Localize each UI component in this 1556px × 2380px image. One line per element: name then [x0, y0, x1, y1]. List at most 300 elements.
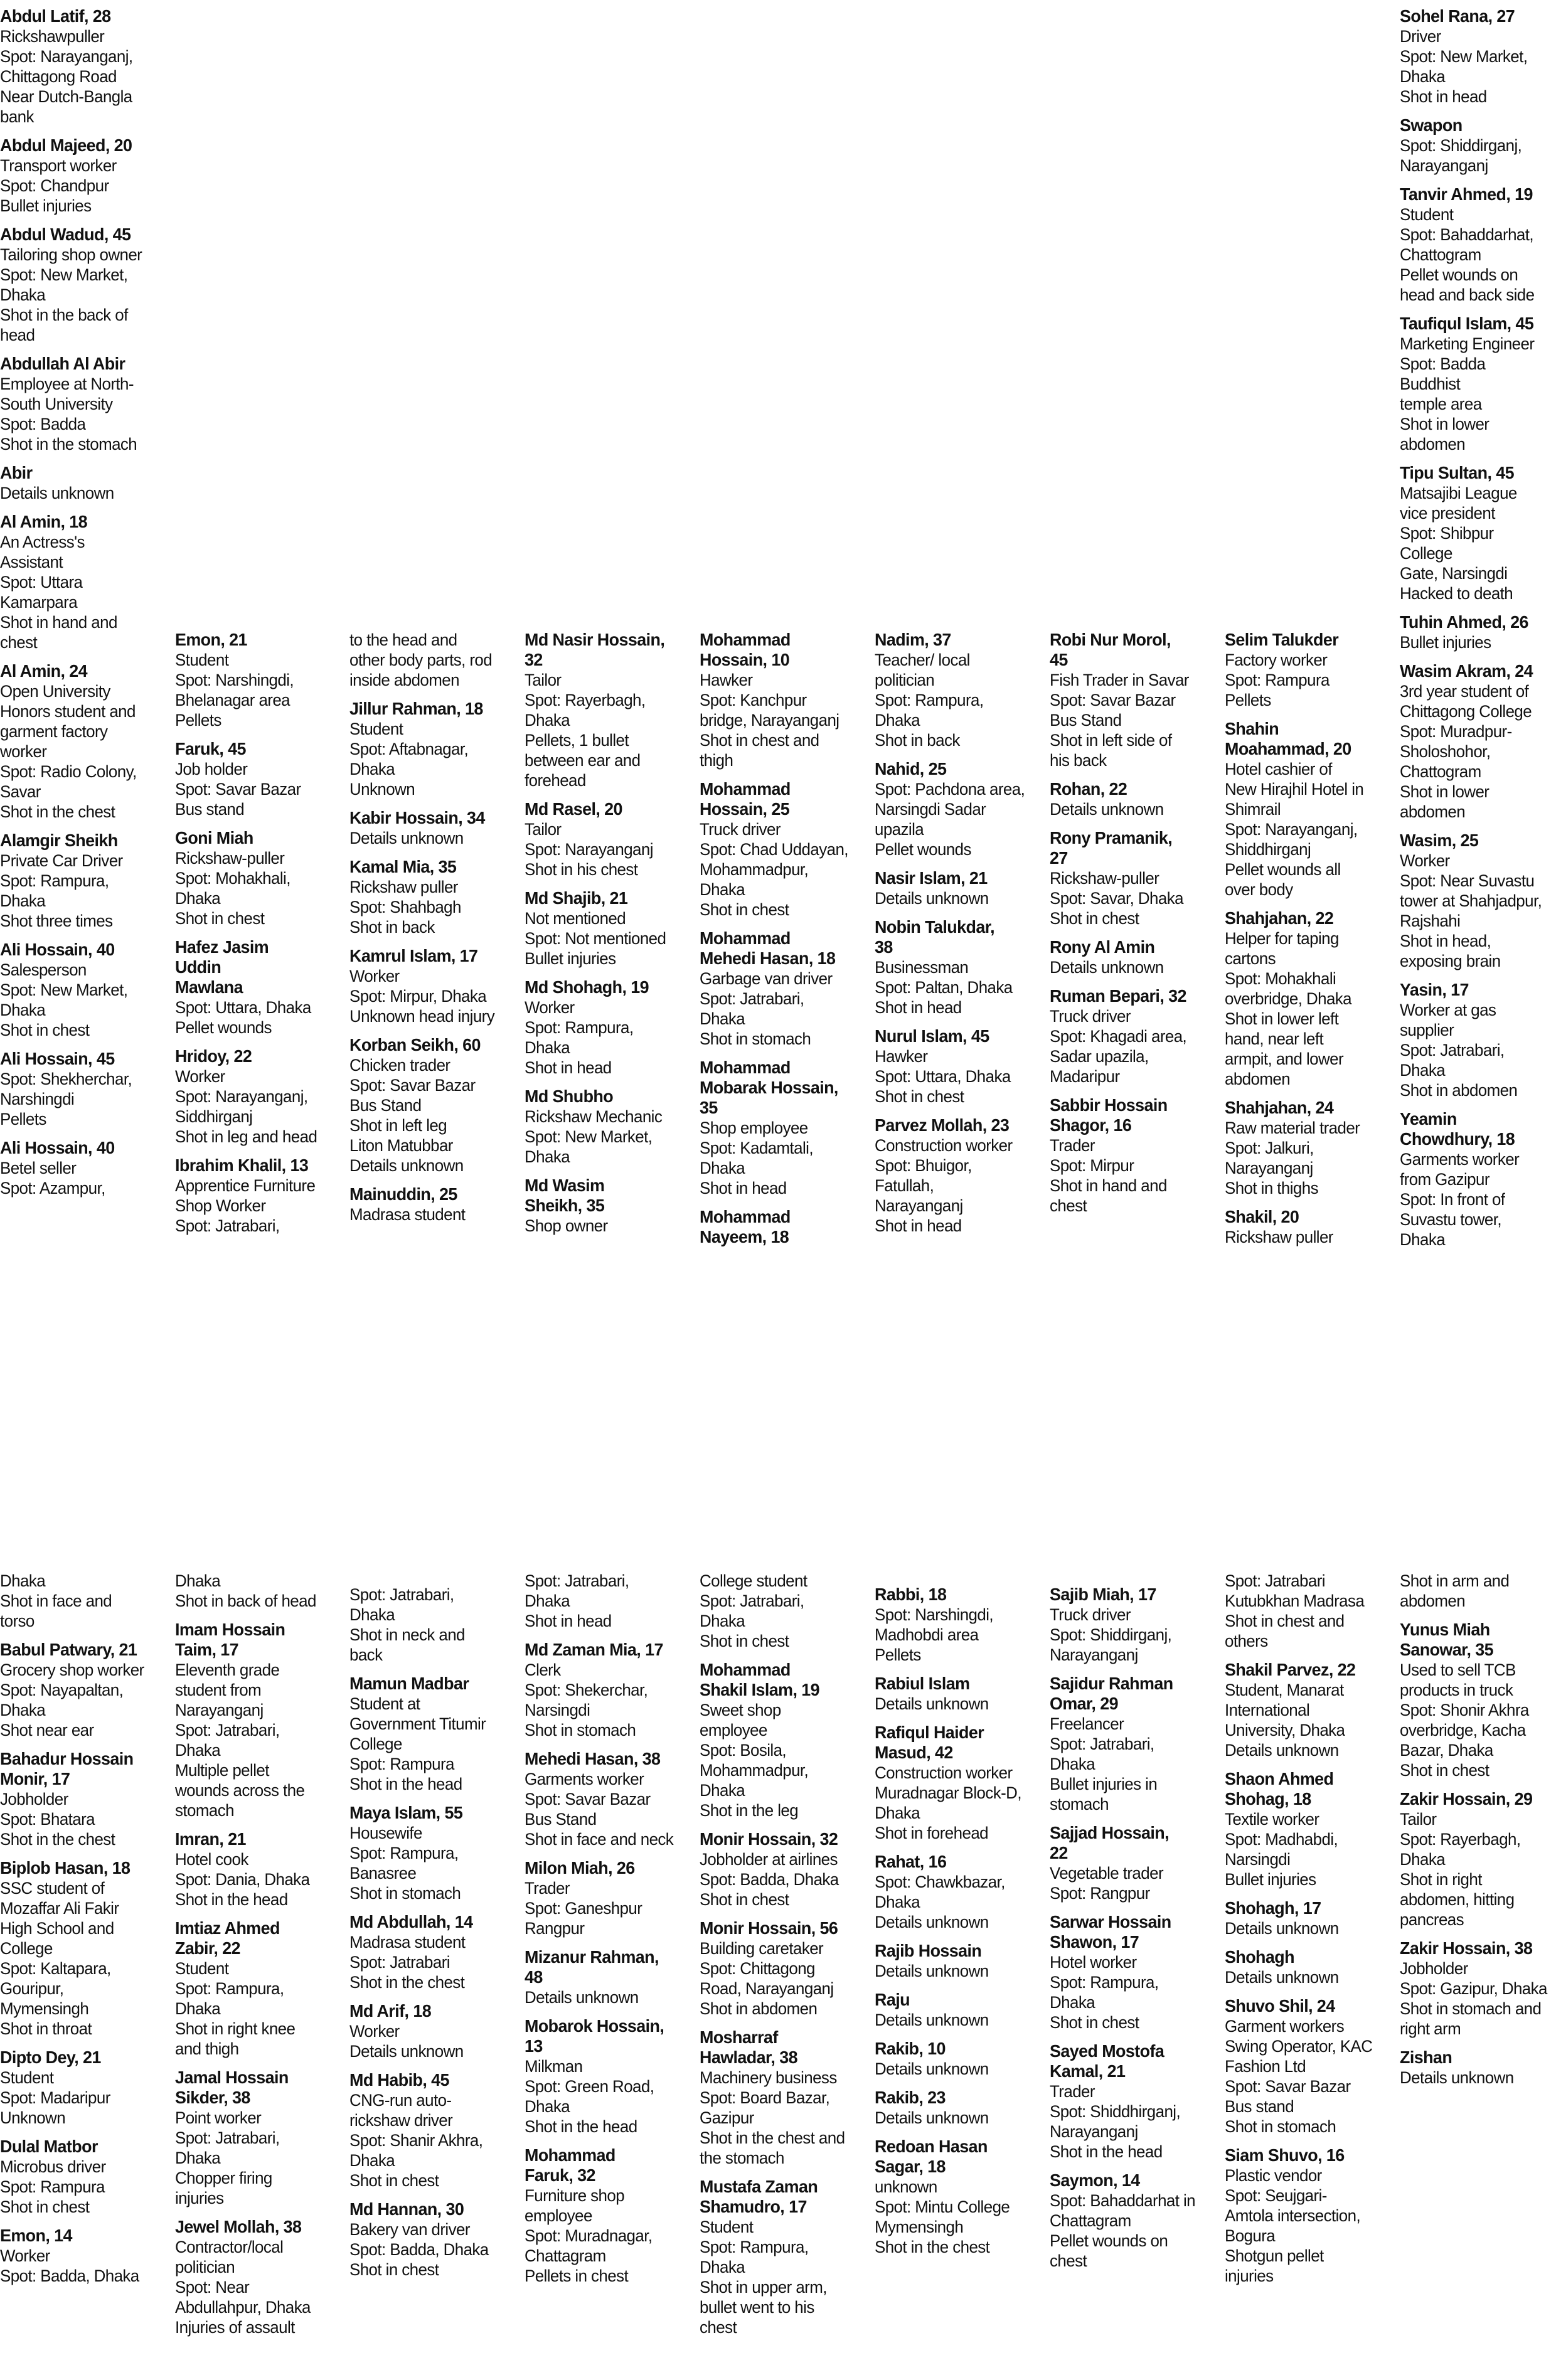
entry-detail: Spot: Narayanganj,	[0, 47, 133, 66]
entry-detail: Truck driver	[700, 820, 781, 839]
entry-detail: Grocery shop worker	[0, 1660, 144, 1679]
victim-name: Shuvo Shil, 24	[1225, 1996, 1335, 2016]
victim-entry	[175, 1046, 336, 1147]
entry-detail: Spot: Shiddirganj,	[1050, 1625, 1172, 1644]
victim-entry	[175, 1620, 336, 1820]
victim-name-line: Sanowar, 35	[1400, 1640, 1494, 1659]
victim-name: Ali Hossain, 45	[0, 1049, 115, 1068]
entry-detail: Building caretaker	[700, 1939, 824, 1958]
entry-detail: Narayanganj	[1050, 2122, 1138, 2141]
victim-entry	[525, 630, 686, 790]
victim-name: Wasim, 25	[1400, 831, 1479, 850]
entry-detail: Student	[175, 1959, 229, 1978]
continued-entry	[1225, 1571, 1386, 1651]
entry-detail: Tailor	[525, 820, 562, 839]
victim-name: Saymon, 14	[1050, 2170, 1140, 2190]
victim-name	[700, 2177, 861, 2217]
entry-detail: CNG-run auto-	[349, 2091, 452, 2110]
victim-entry	[1400, 6, 1550, 107]
victim-name	[1050, 1674, 1211, 1714]
entry-detail: Dhaka	[700, 1612, 745, 1630]
entry-detail: Jobholder	[0, 1790, 68, 1809]
victim-name: Shohagh	[1225, 1947, 1294, 1967]
entry-detail: Shot in the leg	[700, 1801, 799, 1820]
victim-name-line: Nobin Talukdar,	[875, 917, 994, 937]
entry-detail: Dhaka	[175, 1741, 221, 1760]
entry-detail: Dhaka	[1400, 67, 1446, 86]
entry-detail: International	[1225, 1701, 1310, 1719]
entry-detail: Pellets	[875, 1645, 921, 1664]
victim-name: Rony Al Amin	[1050, 937, 1155, 957]
entry-detail: Spot: Shonir Akhra	[1400, 1701, 1529, 1719]
entry-detail: overbridge, Dhaka	[1225, 989, 1352, 1008]
entry-detail: Shimrail	[1225, 800, 1281, 819]
victim-name	[1050, 1823, 1211, 1863]
entry-detail: Spot: Badda, Dhaka	[700, 1870, 839, 1889]
entry-detail: Dhaka	[349, 760, 395, 778]
entry-detail: Shot in chest	[175, 909, 265, 928]
victim-entry	[349, 946, 511, 1026]
entry-detail: Chattogram	[1400, 762, 1481, 781]
entry-detail: Government Titumir	[349, 1714, 486, 1733]
victim-name-line: Mawlana	[175, 977, 243, 997]
entry-detail: injuries	[1225, 2266, 1274, 2285]
entry-detail: Liton Matubbar	[349, 1136, 453, 1155]
entry-detail: Details unknown	[349, 2042, 464, 2061]
entry-detail: Spot: Jatrabari,	[700, 989, 804, 1008]
victim-name	[875, 917, 1036, 957]
entry-detail: Dhaka	[1400, 1850, 1446, 1869]
victim-name: Md Zaman Mia, 17	[525, 1640, 663, 1659]
bottom-column-8	[1225, 1571, 1386, 2286]
entry-detail: Honors student and	[0, 702, 136, 721]
victim-name: Nadim, 37	[875, 630, 951, 649]
entry-detail: Bus Stand	[1050, 711, 1122, 730]
victim-entry	[1225, 2145, 1386, 2286]
entry-detail: Spot: Jatrabari,	[175, 1216, 280, 1235]
victim-entry	[349, 699, 511, 799]
entry-detail: Trader	[525, 1879, 570, 1898]
bottom-column-9	[1400, 1571, 1550, 2088]
victim-name-line: Omar, 29	[1050, 1694, 1118, 1713]
victim-entry	[875, 1941, 1036, 1981]
victim-name	[1050, 1912, 1211, 1952]
victim-name-line: Mizanur Rahman,	[525, 1947, 659, 1967]
victim-name	[525, 630, 686, 670]
top-column-5	[700, 630, 861, 1247]
victim-entry	[175, 1829, 336, 1910]
victim-name: Dipto Dey, 21	[0, 2048, 101, 2067]
victim-entry	[1050, 2170, 1211, 2271]
victim-entry	[875, 1026, 1036, 1107]
entry-detail: Microbus driver	[0, 2157, 106, 2176]
top-column-8	[1225, 630, 1386, 1247]
victim-name-line: Jamal Hossain	[175, 2068, 289, 2087]
top-column-4	[525, 630, 686, 1236]
victim-entry	[1050, 630, 1211, 770]
entry-detail: Narsingdi	[1225, 1850, 1291, 1869]
victim-name-line: Mohammad	[700, 1660, 791, 1679]
continued-entry	[0, 1571, 161, 1631]
entry-detail: Spot: Aftabnagar,	[349, 740, 469, 758]
victim-entry	[0, 940, 161, 1040]
top-column-9	[1400, 6, 1550, 1250]
victim-name	[175, 2068, 336, 2108]
victim-entry	[700, 1918, 861, 2019]
entry-detail: University, Dhaka	[1225, 1721, 1345, 1740]
victim-entry	[1400, 115, 1550, 176]
victim-name	[525, 2145, 686, 2186]
entry-detail: Spot: Mirpur, Dhaka	[349, 987, 487, 1006]
victim-name	[1050, 2041, 1211, 2081]
entry-detail: Shot near ear	[0, 1721, 94, 1740]
victim-name: Zakir Hossain, 29	[1400, 1789, 1533, 1809]
entry-detail: Hotel cashier of	[1225, 760, 1332, 778]
entry-detail: Unknown head injury	[349, 1007, 495, 1026]
entry-detail: employee	[700, 1721, 767, 1740]
entry-detail: Road, Narayanganj	[700, 1979, 834, 1998]
entry-detail: Spot: Bahaddarhat in	[1050, 2191, 1196, 2210]
victim-entry	[1050, 937, 1211, 977]
victim-entry	[700, 779, 861, 920]
victim-entry	[1225, 908, 1386, 1089]
entry-detail: Shot in chest	[349, 2171, 439, 2190]
entry-detail: temple area	[1400, 395, 1482, 413]
entry-detail: Muradnagar Block-D,	[875, 1783, 1021, 1802]
victim-name	[175, 1620, 336, 1660]
entry-detail: Shot in upper arm,	[700, 2278, 827, 2297]
entry-detail: Hawker	[700, 671, 753, 689]
victim-name: Ali Hossain, 40	[0, 940, 115, 959]
victim-entry	[1225, 1660, 1386, 1760]
entry-detail: unknown	[875, 2177, 937, 2196]
victim-entry	[875, 630, 1036, 750]
entry-detail: Shot in abdomen	[700, 1999, 818, 2018]
victim-name: Tanvir Ahmed, 19	[1400, 184, 1533, 204]
victim-name-line: Imam Hossain	[175, 1620, 285, 1639]
victim-entry	[1400, 831, 1550, 971]
victim-name: Imran, 21	[175, 1829, 246, 1849]
entry-detail: Shot in the head	[525, 2117, 637, 2136]
entry-detail: Plastic vendor	[1225, 2166, 1322, 2185]
entry-detail: Spot: Shibpur College	[1400, 524, 1494, 563]
entry-detail: Details unknown	[875, 1962, 989, 1980]
victim-name-line: Yeamin	[1400, 1109, 1457, 1129]
entry-detail: High School and	[0, 1919, 114, 1938]
entry-detail: Narsingdi Sadar	[875, 800, 986, 819]
entry-detail: Details unknown	[349, 1156, 464, 1175]
entry-detail: Machinery business	[700, 2068, 837, 2087]
entry-detail: torso	[0, 1612, 35, 1630]
entry-detail: Hotel worker	[1050, 1953, 1137, 1972]
victim-entry	[525, 2016, 686, 2137]
victim-name-line: 13	[525, 2036, 543, 2056]
entry-detail: vice president	[1400, 504, 1495, 523]
entry-detail: Bogura	[1225, 2226, 1276, 2245]
entry-detail: stomach	[175, 1801, 234, 1820]
victim-entry	[349, 857, 511, 937]
entry-detail: Spot: Savar Bazar	[1050, 691, 1176, 709]
entry-detail: Spot: Bhuigor,	[875, 1156, 972, 1175]
victim-entry	[349, 1035, 511, 1176]
entry-detail: Shot in stomach	[349, 1884, 461, 1903]
victim-entry	[1050, 828, 1211, 928]
entry-detail: Shot in forehead	[875, 1824, 989, 1842]
victim-name: Tipu Sultan, 45	[1400, 463, 1515, 482]
entry-detail: Shot in lower	[1400, 782, 1489, 801]
top-column-1	[0, 6, 161, 1198]
victim-name: Abdullah Al Abir	[0, 354, 125, 373]
victim-name: Nurul Islam, 45	[875, 1026, 989, 1046]
entry-detail: exposing brain	[1400, 952, 1501, 970]
entry-detail: Spot: Bahaddarhat,	[1400, 225, 1534, 244]
entry-detail: Shop owner	[525, 1216, 608, 1235]
victim-entry	[1050, 1095, 1211, 1216]
entry-detail: Rangpur	[525, 1919, 585, 1938]
victim-name	[1225, 719, 1386, 759]
victim-name	[1050, 630, 1211, 670]
bottom-column-1	[0, 1571, 161, 2286]
entry-detail: Dhaka	[175, 1999, 221, 2018]
entry-detail: Bus Stand	[525, 1810, 597, 1829]
victim-name: Nasir Islam, 21	[875, 868, 988, 888]
victim-name: Zishan	[1400, 2048, 1452, 2067]
entry-detail: Businessman	[875, 958, 969, 977]
entry-detail: Teacher/ local	[875, 651, 970, 669]
victim-entry	[1225, 1898, 1386, 1938]
entry-detail: Details unknown	[1225, 1968, 1339, 1987]
entry-detail: Spot: Nayapaltan,	[0, 1681, 124, 1699]
entry-detail: Spot: Gazipur, Dhaka	[1400, 1979, 1547, 1998]
entry-detail: Contractor/local	[175, 2238, 284, 2256]
entry-detail: Details unknown	[875, 1694, 989, 1713]
entry-detail: Spot: Not mentioned	[525, 929, 666, 948]
victim-entry	[1050, 2041, 1211, 2162]
entry-detail: Driver	[1400, 27, 1441, 46]
victim-entry	[875, 2039, 1036, 2079]
entry-detail: Spot: In front of	[1400, 1190, 1505, 1209]
entry-detail: Narsingdi	[525, 1701, 590, 1719]
victim-entry	[0, 661, 161, 822]
entry-detail: Spot: Jatrabari,	[1400, 1041, 1505, 1060]
entry-detail: Dhaka	[349, 1605, 395, 1624]
victim-entry	[1050, 1585, 1211, 1665]
entry-detail: abdomen	[1225, 1070, 1291, 1088]
entry-detail: Shot in back	[349, 918, 435, 937]
entry-detail: Banasree	[349, 1864, 417, 1883]
victim-entry	[875, 2088, 1036, 2128]
entry-detail: Worker	[349, 967, 400, 985]
victim-name-line: Chowdhury, 18	[1400, 1129, 1515, 1149]
victim-entry	[0, 135, 161, 216]
entry-detail: Garment workers	[1225, 2017, 1345, 2036]
entry-detail: Dhaka	[1050, 1755, 1095, 1773]
victim-entry	[525, 977, 686, 1078]
victim-name: Parvez Mollah, 23	[875, 1115, 1010, 1135]
entry-detail: Shot in chest	[1050, 909, 1139, 928]
entry-detail: Rickshaw-puller	[1050, 869, 1159, 888]
entry-detail: worker	[0, 742, 47, 761]
entry-detail: Dhaka	[0, 1001, 46, 1019]
entry-detail: College	[0, 1939, 53, 1958]
victim-name: Yasin, 17	[1400, 980, 1469, 999]
entry-detail: inside abdomen	[349, 671, 459, 689]
entry-detail: Shiddhirganj	[1225, 840, 1311, 859]
entry-detail: Rickshawpuller	[0, 27, 105, 46]
entry-detail: Fish Trader in Savar	[1050, 671, 1189, 689]
victim-name: Kabir Hossain, 34	[349, 808, 485, 827]
victim-name: Rakib, 23	[875, 2088, 946, 2107]
victim-entry	[1400, 980, 1550, 1100]
victim-name-line: 48	[525, 1967, 543, 1987]
victim-entry	[0, 2137, 161, 2217]
victim-entry	[875, 868, 1036, 908]
bottom-column-3	[349, 1585, 511, 2280]
entry-detail: injuries	[175, 2189, 224, 2207]
entry-detail: Multiple pellet	[175, 1761, 269, 1780]
entry-detail: Pellet wounds	[875, 840, 971, 859]
victim-name	[700, 1207, 861, 1247]
entry-detail: rickshaw driver	[349, 2111, 453, 2130]
entry-detail: Spot: Near	[175, 2278, 250, 2297]
entry-detail: Pellets	[0, 1110, 46, 1129]
entry-detail: Spot: Mintu College	[875, 2197, 1010, 2216]
victim-name: Faruk, 45	[175, 739, 246, 758]
victim-name-line: Mobarak Hossain,	[700, 1078, 838, 1097]
entry-detail: Shot in chest	[1050, 2013, 1139, 2032]
entry-detail: Spot: Rampura,	[349, 1844, 459, 1862]
entry-detail: overbridge, Kacha	[1400, 1721, 1526, 1740]
continued-entry	[525, 1571, 686, 1631]
victim-name	[525, 1176, 686, 1216]
victim-name: Emon, 21	[175, 630, 247, 649]
entry-detail: Spot: Savar Bazar	[175, 780, 301, 799]
entry-detail: Factory worker	[1225, 651, 1328, 669]
entry-detail: Betel seller	[0, 1159, 77, 1177]
entry-detail: Shot in head	[525, 1612, 612, 1630]
entry-detail: Shot in arm and	[1400, 1571, 1510, 1590]
entry-detail: Gouripur,	[0, 1979, 64, 1998]
top-column-7	[1050, 630, 1211, 1216]
entry-detail: Shot in right	[1400, 1870, 1482, 1889]
victim-name-line: Md Nasir Hossain,	[525, 630, 665, 649]
entry-detail: Spot: Madhabdi,	[1225, 1830, 1338, 1849]
victim-entry	[700, 1058, 861, 1198]
victim-name: Md Habib, 45	[349, 2070, 449, 2090]
victim-name: Rabbi, 18	[875, 1585, 947, 1604]
entry-detail: Mymensingh	[875, 2218, 964, 2236]
entry-detail: Spot: Shiddhirganj,	[1050, 2102, 1181, 2121]
victim-entry	[875, 1115, 1036, 1236]
entry-detail: Worker	[349, 2022, 400, 2041]
entry-detail: Details unknown	[875, 889, 989, 908]
entry-detail: Spot: Jatrabari,	[349, 1585, 454, 1604]
victim-name: Abir	[0, 463, 33, 482]
victim-name-line: Nayeem, 18	[700, 1227, 789, 1246]
victim-name-line: Sheikh, 35	[525, 1196, 605, 1215]
entry-detail: Spot: Shekherchar,	[0, 1070, 132, 1088]
entry-detail: Spot: Chittagong	[700, 1959, 815, 1978]
entry-detail: forehead	[525, 771, 586, 790]
entry-detail: Mymensingh	[0, 1999, 89, 2018]
victim-entry	[700, 1660, 861, 1820]
entry-detail: Spot: New Market,	[525, 1127, 653, 1146]
entry-detail: 3rd year student of	[1400, 682, 1529, 701]
victim-name-line: Redoan Hasan	[875, 2137, 988, 2156]
victim-name: Babul Patwary, 21	[0, 1640, 137, 1659]
victim-name	[1400, 1620, 1550, 1660]
victim-entry	[0, 1049, 161, 1129]
entry-detail: abdomen	[1400, 802, 1466, 821]
top-column-6	[875, 630, 1036, 1236]
victim-entry	[1050, 1674, 1211, 1814]
entry-detail: Shot in left side of	[1050, 731, 1172, 750]
victim-entry	[525, 1640, 686, 1740]
entry-detail: Spot: New Market,	[0, 980, 128, 999]
entry-detail: Rajshahi	[1400, 911, 1461, 930]
entry-detail: Student	[175, 651, 229, 669]
entry-detail: Dhaka	[175, 2149, 221, 2167]
entry-detail: Madhobdi area	[875, 1625, 979, 1644]
entry-detail: Spot: Rampura	[349, 1755, 454, 1773]
victim-name: Md Shubho	[525, 1086, 614, 1106]
victim-name	[525, 1947, 686, 1987]
entry-detail: Shot in chest	[875, 1087, 964, 1106]
victim-name-line: Masud, 42	[875, 1743, 953, 1762]
entry-detail: Truck driver	[1050, 1605, 1131, 1624]
victim-name: Md Arif, 18	[349, 2001, 432, 2021]
entry-detail: Vegetable trader	[1050, 1864, 1164, 1883]
entry-detail: armpit, and lower	[1225, 1049, 1344, 1068]
victim-name-line: Yunus Miah	[1400, 1620, 1490, 1639]
victim-name-line: Zabir, 22	[175, 1938, 240, 1958]
victim-name: Alamgir Sheikh	[0, 831, 118, 850]
victim-entry	[175, 2217, 336, 2337]
entry-detail: Spot: Kadamtali,	[700, 1139, 813, 1157]
entry-detail: Construction worker	[875, 1136, 1013, 1155]
victim-name-line: Monir, 17	[0, 1769, 70, 1788]
victim-name: Rakib, 10	[875, 2039, 946, 2058]
bottom-column-2	[175, 1571, 336, 2337]
entry-detail: Bhelanagar area	[175, 691, 290, 709]
entry-detail: Spot: Rangpur	[1050, 1884, 1150, 1903]
entry-detail: Student	[349, 720, 403, 738]
entry-detail: Kamarpara	[0, 593, 78, 612]
entry-detail: Shot in chest	[0, 1021, 90, 1039]
entry-detail: Private Car Driver	[0, 851, 123, 870]
entry-detail: Truck driver	[1050, 1007, 1131, 1026]
entry-detail: Details unknown	[875, 1913, 989, 1931]
entry-detail: head	[0, 326, 35, 344]
entry-detail: Shot in chest and	[700, 731, 819, 750]
entry-detail: Shot in throat	[0, 2019, 92, 2038]
entry-detail: Spot: Green Road,	[525, 2077, 654, 2096]
entry-detail: Shot in head	[875, 998, 962, 1017]
victim-name-line: Shagor, 16	[1050, 1115, 1132, 1135]
entry-detail: Spot: Bhatara	[0, 1810, 95, 1829]
entry-detail: the stomach	[700, 2149, 784, 2167]
entry-detail: Chicken trader	[349, 1056, 450, 1075]
victim-entry	[1400, 2048, 1550, 2088]
entry-detail: Jobholder at airlines	[700, 1850, 838, 1869]
victim-name: Jillur Rahman, 18	[349, 699, 483, 718]
entry-detail: Shot in the head	[349, 1775, 462, 1793]
entry-detail: Dhaka	[175, 1571, 221, 1590]
entry-detail: Spot: Ganeshpur	[525, 1899, 642, 1918]
entry-detail: Details unknown	[875, 2108, 989, 2127]
victim-name-line: Sajjad Hossain,	[1050, 1823, 1170, 1842]
entry-detail: Spot: New Market,	[1400, 47, 1528, 66]
